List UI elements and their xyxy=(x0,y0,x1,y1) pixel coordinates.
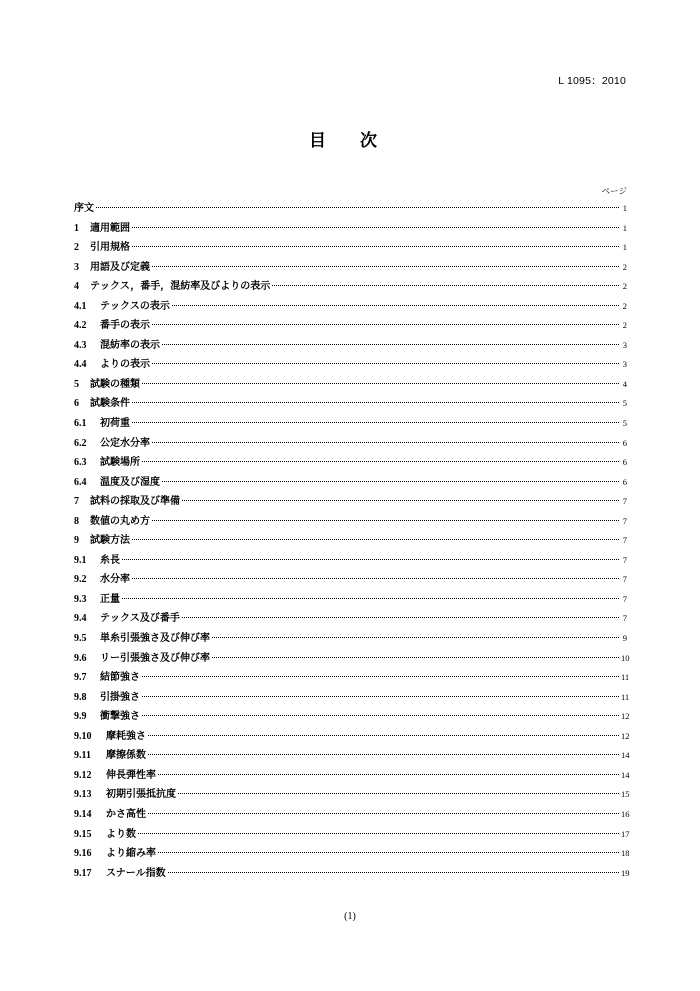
toc-entry-number: 1 xyxy=(74,222,79,234)
toc-entry xyxy=(74,825,630,845)
toc-entry-number: 9.7 xyxy=(74,672,87,684)
toc-leader-dots xyxy=(212,657,619,658)
toc-leader-dots xyxy=(182,500,619,501)
toc-entry-page: 6 xyxy=(622,457,627,468)
toc-leader-dots xyxy=(178,793,619,794)
toc-entry-label: 初荷重 xyxy=(100,418,130,430)
toc-entry-number: 2 xyxy=(74,242,79,254)
page-column-label: ページ xyxy=(601,187,627,197)
toc-leader-dots xyxy=(172,305,619,306)
toc-entry-label: 引用規格 xyxy=(90,242,130,254)
toc-entry-page: 18 xyxy=(621,848,630,859)
toc-entry xyxy=(74,668,630,688)
toc-entry-page: 9 xyxy=(622,633,627,644)
toc-entry-number: 8 xyxy=(74,515,79,527)
toc-leader-dots xyxy=(132,246,619,247)
toc-entry-label: より縮み率 xyxy=(106,848,156,860)
toc-entry xyxy=(74,785,630,805)
toc-entry-label: 結節強さ xyxy=(100,672,140,684)
toc-entry xyxy=(74,473,627,493)
toc-entry-label: 温度及び湿度 xyxy=(100,476,160,488)
page-title: 目 次 xyxy=(309,131,391,151)
toc-entry-label: より数 xyxy=(106,828,136,840)
toc-leader-dots xyxy=(148,735,619,736)
toc-entry-number: 9.10 xyxy=(74,730,92,742)
toc-entry-page: 7 xyxy=(622,554,627,565)
toc-leader-dots xyxy=(148,754,619,755)
toc-leader-dots xyxy=(162,344,619,345)
toc-entry-label: 摩擦係数 xyxy=(106,750,146,762)
toc-entry-number: 3 xyxy=(74,261,79,273)
toc-leader-dots xyxy=(138,833,619,834)
toc-entry-label: スナール指数 xyxy=(106,867,166,879)
toc-entry-number: 9.9 xyxy=(74,711,87,723)
toc-entry xyxy=(74,414,627,434)
toc-entry-number: 4 xyxy=(74,281,79,293)
toc-leader-dots xyxy=(142,696,619,697)
toc-entry xyxy=(74,375,627,395)
toc-entry-number: 6.2 xyxy=(74,437,87,449)
toc-entry-number: 6 xyxy=(74,398,79,410)
toc-entry-label: 試料の採取及び準備 xyxy=(90,496,180,508)
toc-entry xyxy=(74,199,627,219)
toc-entry xyxy=(74,531,627,551)
toc-entry-page: 2 xyxy=(622,320,627,331)
toc-leader-dots xyxy=(96,207,619,208)
toc-entry-page: 7 xyxy=(622,613,627,624)
toc-entry-label: 正量 xyxy=(100,593,120,605)
toc-entry-page: 5 xyxy=(622,398,627,409)
toc-entry xyxy=(74,551,627,571)
toc-entry-label: 試験の種類 xyxy=(90,378,140,390)
toc-entry-page: 1 xyxy=(622,242,627,253)
toc-leader-dots xyxy=(152,520,619,521)
toc-leader-dots xyxy=(132,539,619,540)
toc-entry-number: 9.13 xyxy=(74,789,92,801)
toc-leader-dots xyxy=(148,813,619,814)
toc-entry-label: 水分率 xyxy=(100,574,130,586)
toc-entry-label: 試験場所 xyxy=(100,457,140,469)
toc-entry-label: 伸長弾性率 xyxy=(106,769,156,781)
toc-entry-number: 6.3 xyxy=(74,457,87,469)
toc-entry-label: 試験方法 xyxy=(90,535,130,547)
toc-entry-page: 6 xyxy=(622,476,627,487)
toc-entry xyxy=(74,629,627,649)
toc-entry-page: 7 xyxy=(622,496,627,507)
toc-leader-dots xyxy=(142,715,619,716)
toc-entry-page: 12 xyxy=(621,730,630,741)
toc-entry-number: 4.3 xyxy=(74,339,87,351)
toc-entry-number: 6.1 xyxy=(74,418,87,430)
toc-leader-dots xyxy=(142,461,619,462)
toc-entry-number: 9.8 xyxy=(74,691,87,703)
toc-entry xyxy=(74,707,630,727)
toc-entry xyxy=(74,727,630,747)
toc-leader-dots xyxy=(152,363,619,364)
toc-entry xyxy=(74,492,627,512)
toc-entry-page: 1 xyxy=(622,203,627,213)
toc-entry-page: 3 xyxy=(622,359,627,370)
toc-entry-page: 5 xyxy=(622,418,627,429)
toc-entry-label: テックス及び番手 xyxy=(100,613,180,625)
toc-entry-number: 9.2 xyxy=(74,574,87,586)
toc-entry xyxy=(74,844,630,864)
toc-entry-label: テックスの表示 xyxy=(100,300,170,312)
toc-entry xyxy=(74,609,627,629)
toc-entry-page: 2 xyxy=(622,261,627,272)
toc-entry-number: 9.4 xyxy=(74,613,87,625)
toc-entry xyxy=(74,336,627,356)
toc-entry-label: 試験条件 xyxy=(90,398,130,410)
toc-entry-page: 4 xyxy=(622,378,627,389)
toc-entry-page: 11 xyxy=(621,672,630,683)
toc-entry xyxy=(74,394,627,414)
toc-entry-label: 糸長 xyxy=(100,554,120,566)
toc-entry-page: 3 xyxy=(622,339,627,350)
toc-entry-label: 適用範囲 xyxy=(90,222,130,234)
toc-entry-number: 5 xyxy=(74,378,79,390)
document-code: L 1095：2010 xyxy=(558,75,626,87)
toc-entry-page: 17 xyxy=(621,828,630,839)
toc-entry-page: 7 xyxy=(622,535,627,546)
toc-entry-label: 初期引張抵抗度 xyxy=(106,789,176,801)
toc-entry-label: 引掛強さ xyxy=(100,691,140,703)
toc-entry-label: 衝撃強さ xyxy=(100,711,140,723)
toc-entry-page: 14 xyxy=(621,750,630,761)
toc-leader-dots xyxy=(168,872,619,873)
toc-entry-page: 12 xyxy=(621,711,630,722)
toc-entry-page: 6 xyxy=(622,437,627,448)
toc-leader-dots xyxy=(152,442,619,443)
toc-entry-number: 9.5 xyxy=(74,633,87,645)
toc-entry-number: 9.14 xyxy=(74,808,92,820)
toc-leader-dots xyxy=(182,617,619,618)
toc-entry xyxy=(74,766,630,786)
toc-entry-page: 14 xyxy=(621,769,630,780)
toc-entry-page: 16 xyxy=(621,808,630,819)
toc-leader-dots xyxy=(132,578,619,579)
toc-entry xyxy=(74,649,630,669)
toc-leader-dots xyxy=(132,422,619,423)
toc-entry-number: 6.4 xyxy=(74,476,87,488)
toc-leader-dots xyxy=(132,227,619,228)
toc-entry-page: 2 xyxy=(622,300,627,311)
toc-entry-label: 序文 xyxy=(74,203,94,214)
toc-leader-dots xyxy=(158,774,619,775)
toc-entry-page: 7 xyxy=(622,515,627,526)
toc-entry-number: 9.12 xyxy=(74,769,92,781)
toc-entry-number: 9.6 xyxy=(74,652,87,664)
toc-entry-number: 9.1 xyxy=(74,554,87,566)
toc-leader-dots xyxy=(158,852,619,853)
toc-entry-page: 10 xyxy=(621,652,630,663)
toc-entry-label: 摩耗強さ xyxy=(106,730,146,742)
toc-entry-number: 9.15 xyxy=(74,828,92,840)
toc-entry-number: 9.11 xyxy=(74,750,91,762)
toc-leader-dots xyxy=(152,266,619,267)
toc-leader-dots xyxy=(212,637,619,638)
toc-entry-label: 公定水分率 xyxy=(100,437,150,449)
toc-entry xyxy=(74,512,627,532)
toc-entry-number: 4.2 xyxy=(74,320,87,332)
toc-entry-label: リー引張強さ及び伸び率 xyxy=(100,652,210,664)
toc-entry-number: 4.1 xyxy=(74,300,87,312)
toc-leader-dots xyxy=(162,481,619,482)
toc-leader-dots xyxy=(272,285,619,286)
toc-entry xyxy=(74,746,630,766)
toc-entry-number: 9.3 xyxy=(74,593,87,605)
toc-leader-dots xyxy=(142,383,619,384)
toc-entry xyxy=(74,434,627,454)
toc-entry xyxy=(74,219,627,239)
toc-entry-number: 7 xyxy=(74,496,79,508)
toc-entry-label: かさ高性 xyxy=(106,808,146,820)
toc-entry-page: 19 xyxy=(621,867,630,878)
page-number: (1) xyxy=(344,911,356,922)
toc-entry xyxy=(74,297,627,317)
toc-leader-dots xyxy=(142,676,619,677)
toc-entry-number: 9 xyxy=(74,535,79,547)
toc-entry xyxy=(74,453,627,473)
toc-entry xyxy=(74,570,627,590)
toc-entry-label: 用語及び定義 xyxy=(90,261,150,273)
toc-leader-dots xyxy=(132,402,619,403)
toc-entry-label: 数値の丸め方 xyxy=(90,515,150,527)
toc-entry xyxy=(74,238,627,258)
toc-entry xyxy=(74,864,630,884)
toc-entry-page: 1 xyxy=(622,222,627,233)
toc-leader-dots xyxy=(122,559,619,560)
toc-entry xyxy=(74,277,627,297)
toc-entry xyxy=(74,316,627,336)
toc-entry xyxy=(74,355,627,375)
toc-entry-page: 7 xyxy=(622,574,627,585)
toc-entry-label: 単糸引張強さ及び伸び率 xyxy=(100,633,210,645)
toc-entry-number: 9.17 xyxy=(74,867,92,879)
toc-entry-page: 2 xyxy=(622,281,627,292)
toc-entry-page: 15 xyxy=(621,789,630,800)
toc-entry-label: よりの表示 xyxy=(100,359,150,371)
toc-entry-number: 4.4 xyxy=(74,359,87,371)
toc-leader-dots xyxy=(152,324,619,325)
toc-entry-page: 7 xyxy=(622,593,627,604)
toc-entry xyxy=(74,805,630,825)
toc-entry xyxy=(74,688,630,708)
toc-entry xyxy=(74,590,627,610)
table-of-contents xyxy=(74,199,630,883)
toc-entry xyxy=(74,258,627,278)
toc-entry-label: 番手の表示 xyxy=(100,320,150,332)
toc-entry-page: 11 xyxy=(621,691,630,702)
toc-entry-label: 混紡率の表示 xyxy=(100,339,160,351)
toc-entry-number: 9.16 xyxy=(74,848,92,860)
toc-leader-dots xyxy=(122,598,619,599)
toc-entry-label: テックス，番手，混紡率及びよりの表示 xyxy=(90,281,271,293)
